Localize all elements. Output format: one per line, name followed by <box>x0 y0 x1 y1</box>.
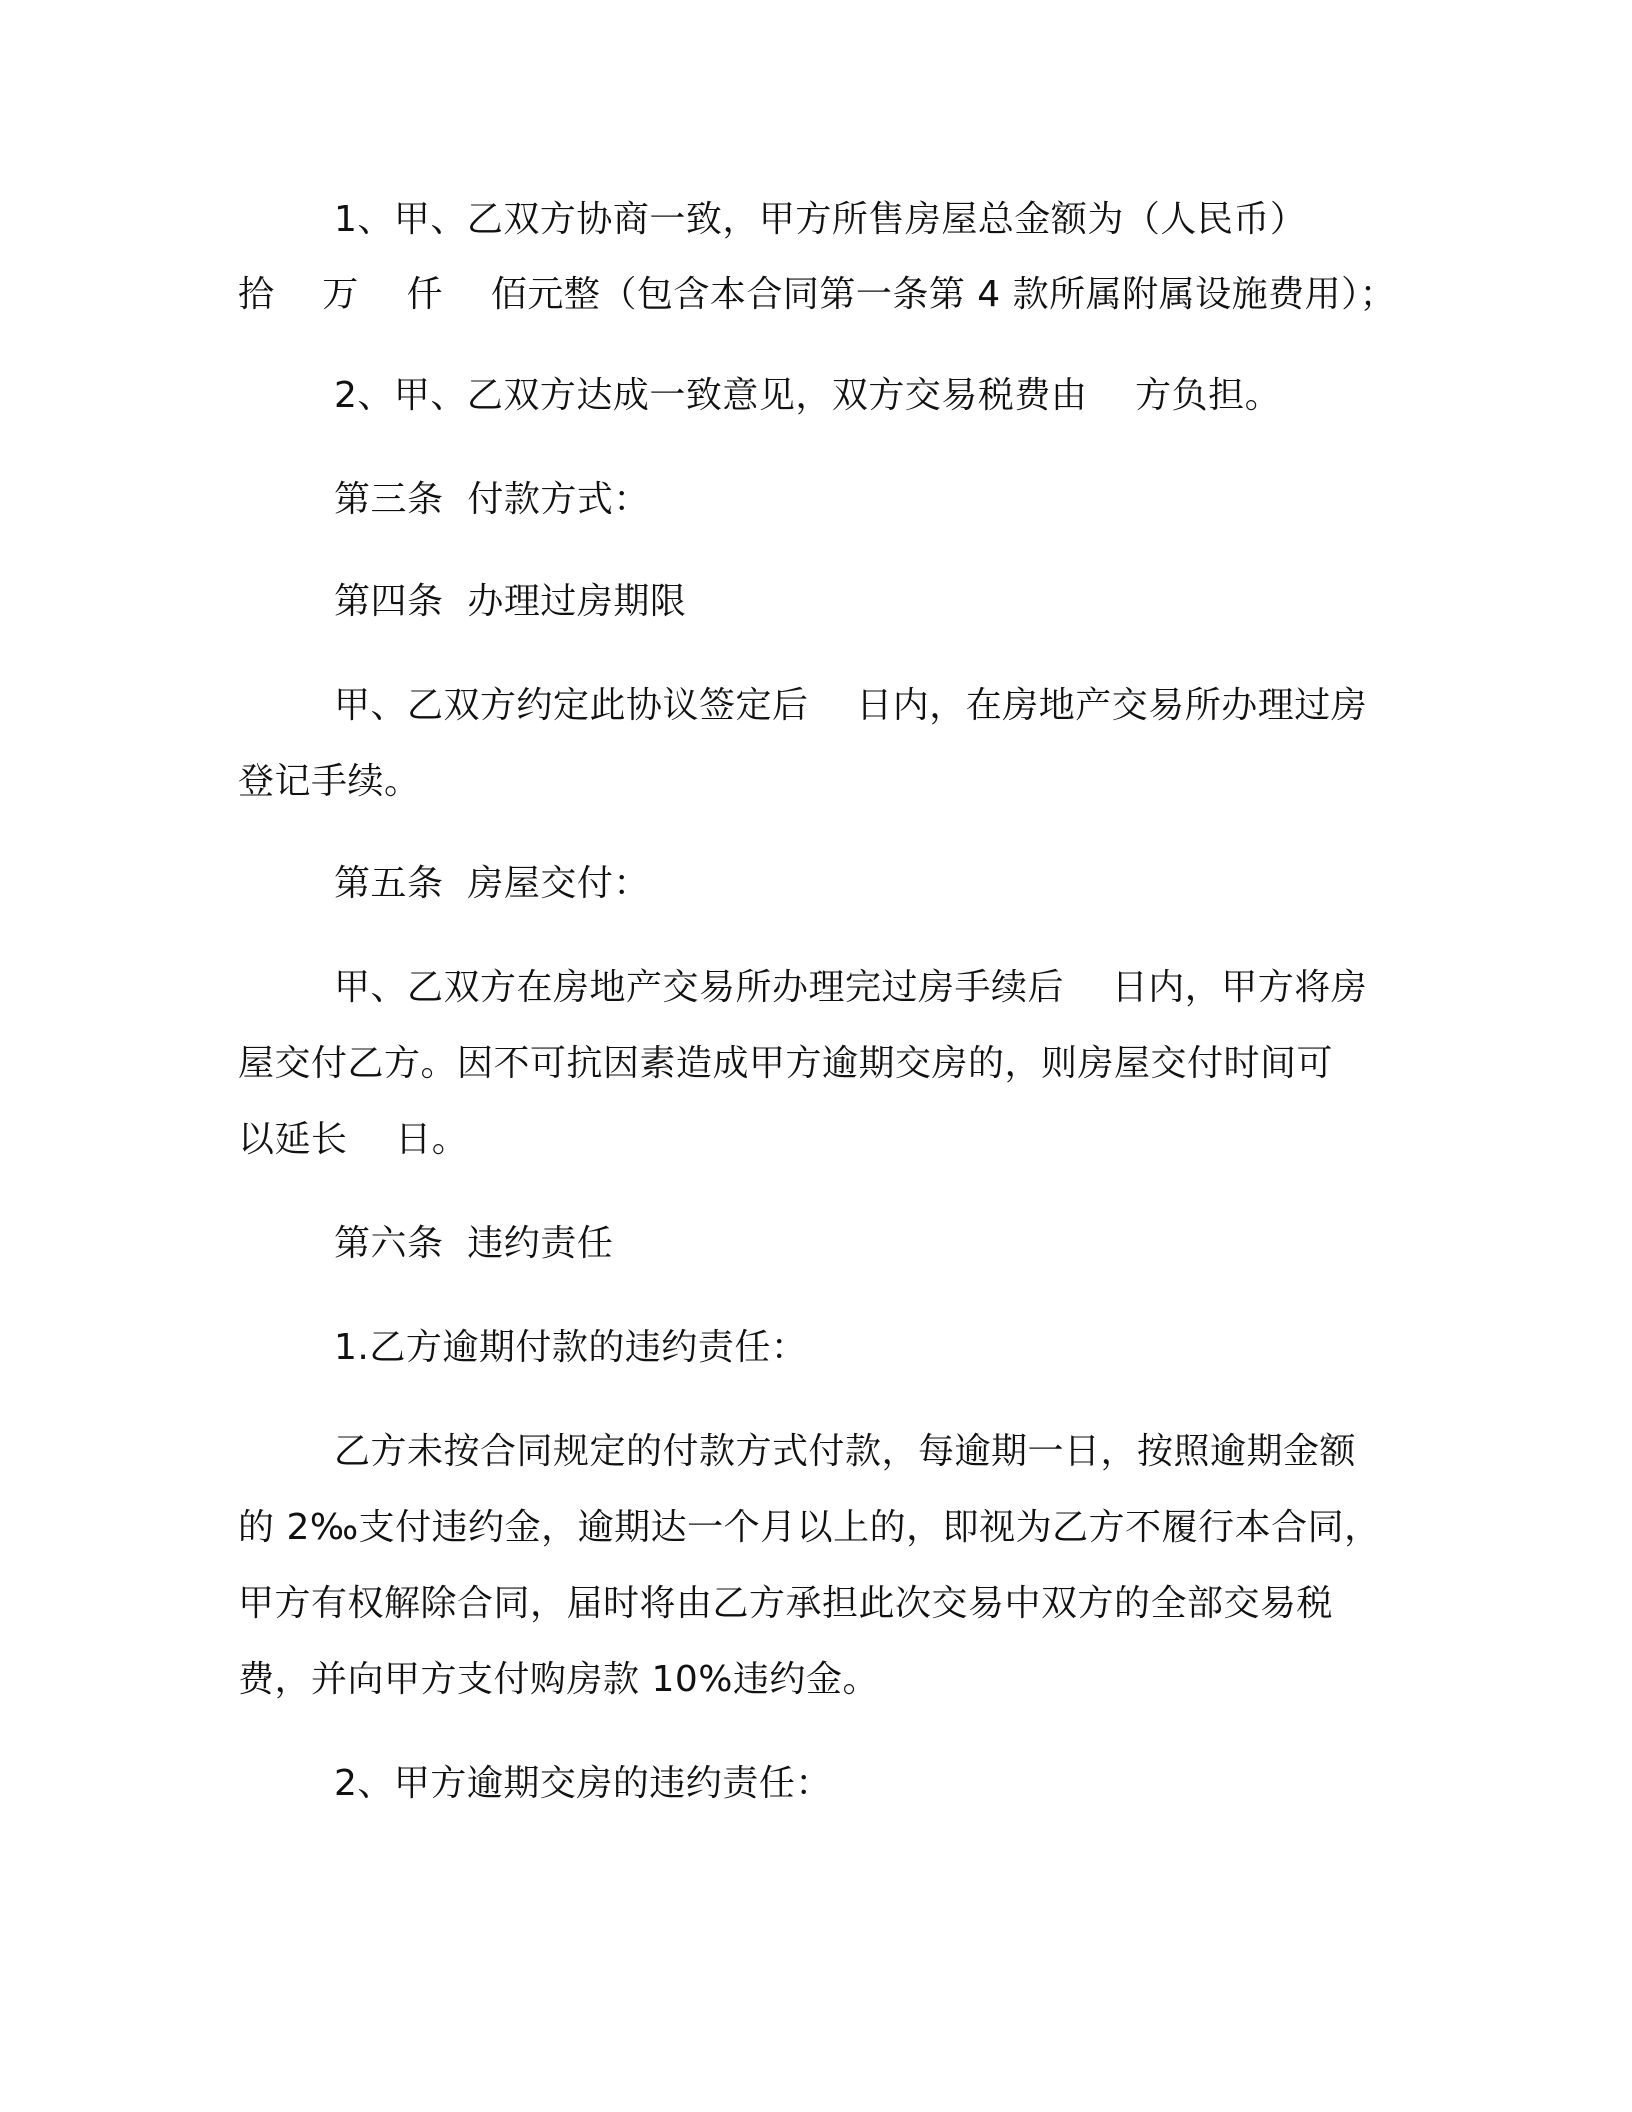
article-4-heading: 第四条 办理过房期限 <box>334 581 687 622</box>
party-b-breach-text-line-3: 甲方有权解除合同，届时将由乙方承担此次交易中双方的全部交易税 <box>238 1583 1334 1624</box>
article-4-text-line-2: 登记手续。 <box>238 761 421 802</box>
article-4-text-line-1: 甲、乙双方约定此协议签定后 日内，在房地产交易所办理过房 <box>334 685 1368 726</box>
party-b-breach-heading: 1.乙方逾期付款的违约责任： <box>334 1327 808 1368</box>
article-6-heading: 第六条 违约责任 <box>334 1223 614 1264</box>
party-a-breach-heading: 2、甲方逾期交房的违约责任： <box>334 1763 832 1804</box>
party-b-breach-text-line-4: 费，并向甲方支付购房款 10%违约金。 <box>238 1659 879 1700</box>
clause-tax-line: 2、甲、乙双方达成一致意见，双方交易税费由 方负担。 <box>334 375 1282 416</box>
clause-price-line-2: 拾 万 仟 佰元整（包含本合同第一条第 4 款所属附属设施费用）； <box>238 274 1397 315</box>
article-5-text-line-2: 屋交付乙方。因不可抗因素造成甲方逾期交房的，则房屋交付时间可 <box>238 1043 1334 1084</box>
article-5-text-line-1: 甲、乙双方在房地产交易所办理完过房手续后 日内，甲方将房 <box>334 967 1368 1008</box>
party-b-breach-text-line-2: 的 2‰支付违约金，逾期达一个月以上的，即视为乙方不履行本合同， <box>238 1507 1381 1548</box>
article-3-heading: 第三条 付款方式： <box>334 479 650 520</box>
article-5-heading: 第五条 房屋交付： <box>334 863 650 904</box>
party-b-breach-text-line-1: 乙方未按合同规定的付款方式付款，每逾期一日，按照逾期金额 <box>334 1431 1357 1472</box>
clause-price-line-1: 1、甲、乙双方协商一致，甲方所售房屋总金额为（人民币） <box>334 199 1307 240</box>
article-5-text-line-3: 以延长 日。 <box>238 1119 469 1160</box>
